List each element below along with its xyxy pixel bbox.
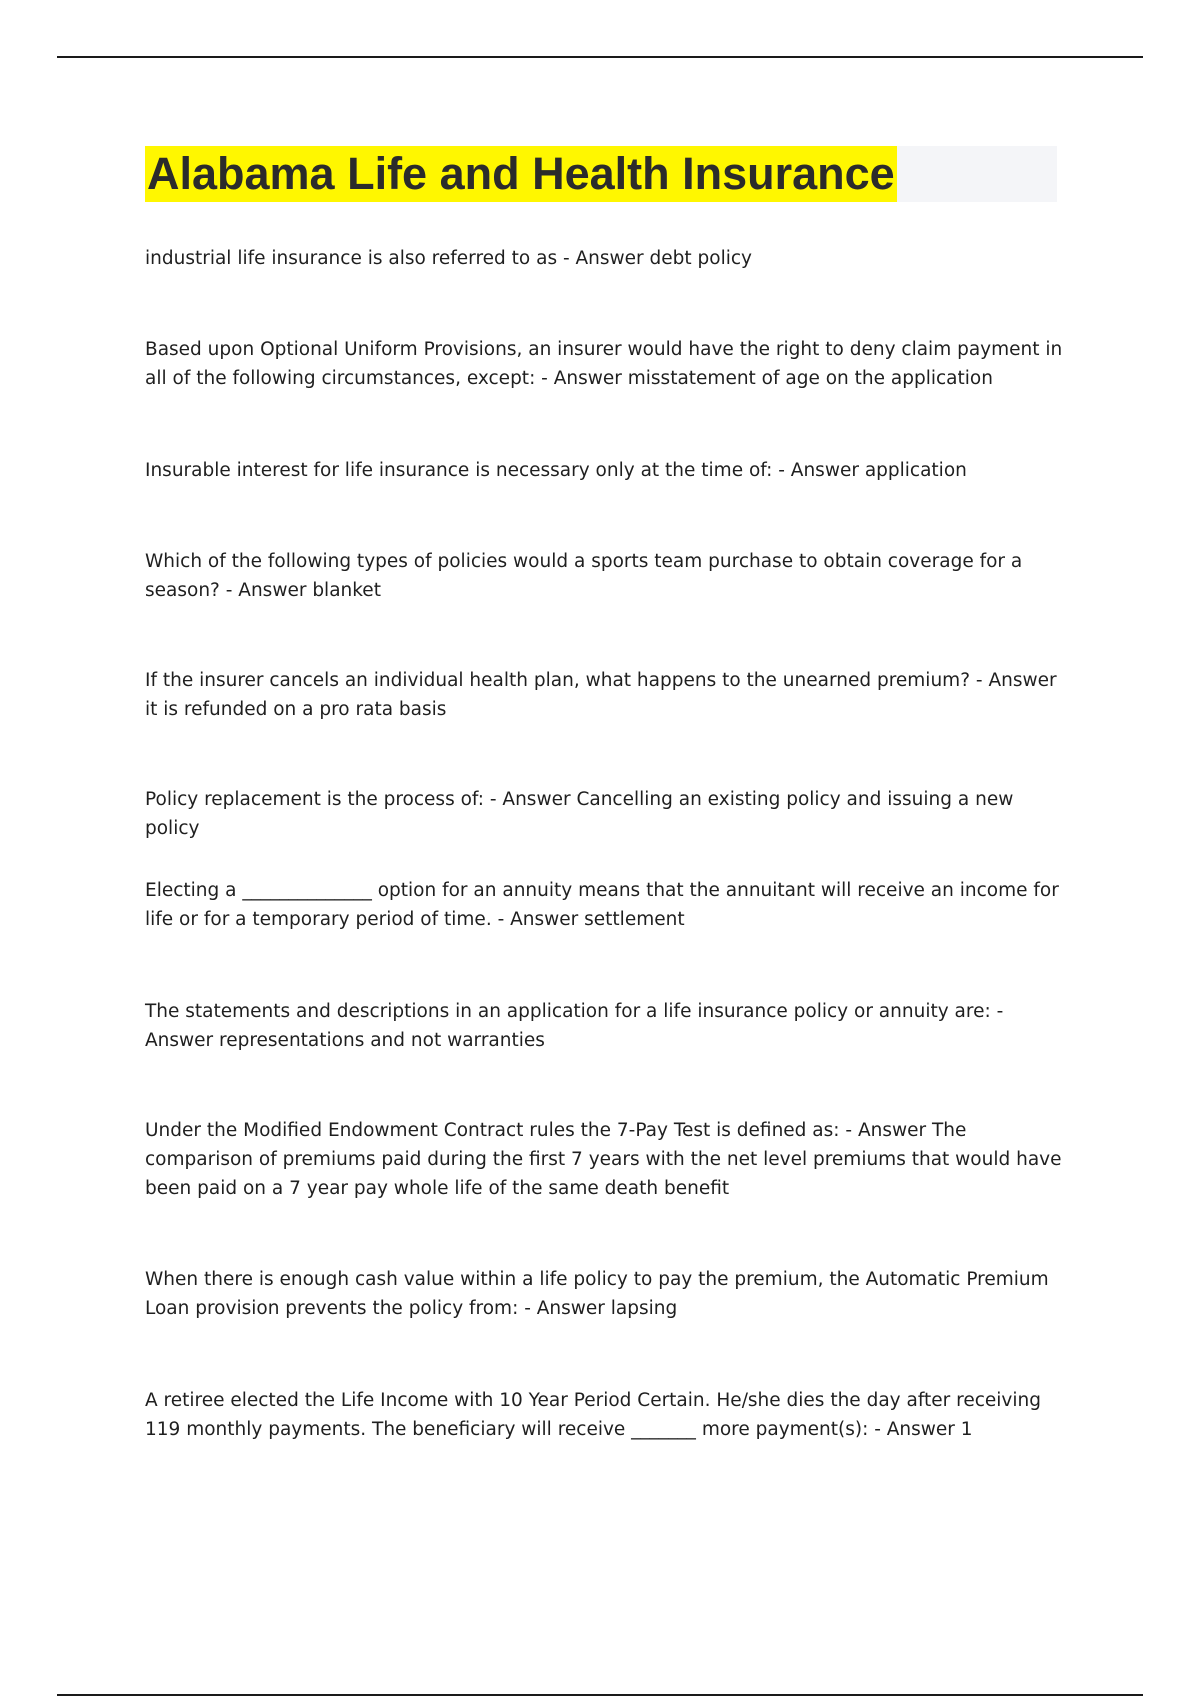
qa-item-3: Insurable interest for life insurance is necessary only at the time of: - Answer application <box>145 460 967 481</box>
top-rule <box>57 56 1143 58</box>
qa-item-2: Based upon Optional Uniform Provisions, an insurer would have the right to deny claim payment in all of the following circumstances, except: - Answer misstatement of age on the application <box>145 339 1063 389</box>
qa-item-1: industrial life insurance is also referred to as - Answer debt policy <box>145 248 752 269</box>
qa-item-6: Policy replacement is the process of: - Answer Cancelling an existing policy and issuing a new policy <box>145 789 1014 839</box>
qa-item-7: Electing a ______________ option for an annuity means that the annuitant will receive an income for life or for a temporary period of time. - Answer settlement <box>145 880 1059 930</box>
qa-item-4: Which of the following types of policies would a sports team purchase to obtain coverage for a season? - Answer blanket <box>145 551 1023 601</box>
qa-item-8: The statements and descriptions in an application for a life insurance policy or annuity are: - Answer representations and not warranties <box>145 1001 1004 1051</box>
qa-item-5: If the insurer cancels an individual health plan, what happens to the unearned premium? - Answer it is refunded on a pro rata basis <box>145 670 1057 720</box>
bottom-rule <box>57 1694 1143 1696</box>
qa-item-10: When there is enough cash value within a life policy to pay the premium, the Automatic Premium Loan provision prevents the policy from: - Answer lapsing <box>145 1269 1049 1319</box>
qa-item-9: Under the Modified Endowment Contract rules the 7-Pay Test is defined as: - Answer The comparison of premiums paid during the first 7 years with the net level premiums that would have been paid on a 7 year pay whole life of the same death benefit <box>145 1120 1062 1199</box>
qa-item-11: A retiree elected the Life Income with 10 Year Period Certain. He/she dies the day after receiving 119 monthly payments. The beneficiary will receive _______ more payment(s): - Answer 1 <box>145 1390 1041 1440</box>
document-title: Alabama Life and Health Insurance <box>145 146 897 202</box>
